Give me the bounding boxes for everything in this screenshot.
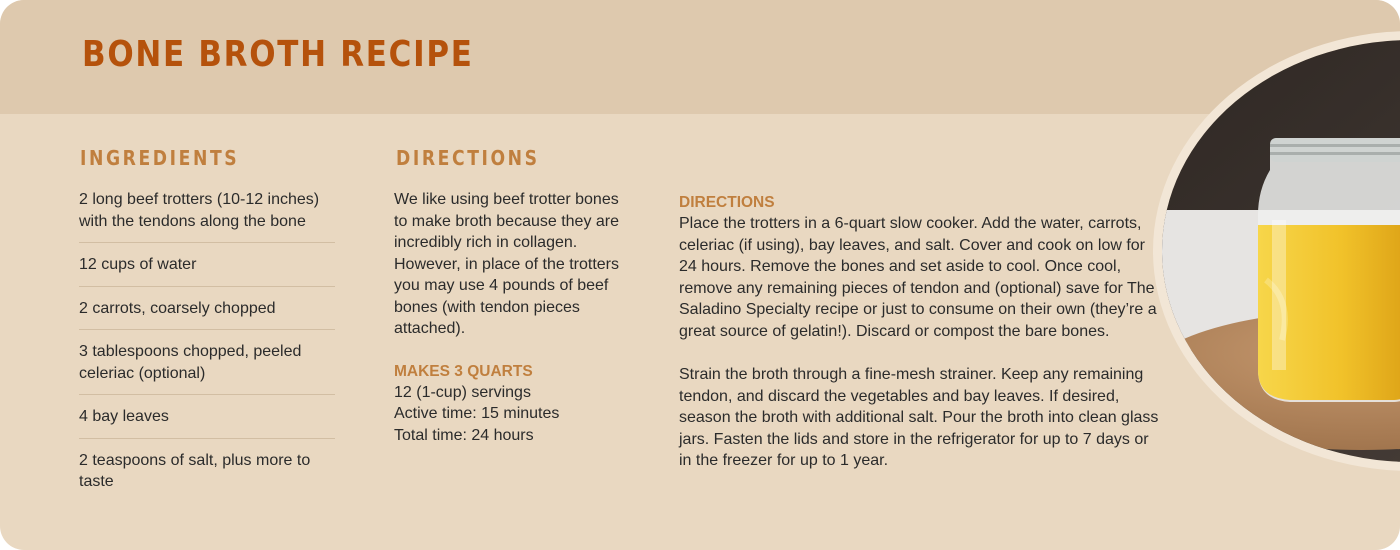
recipe-title: BONE BROTH RECIPE bbox=[82, 34, 474, 75]
total-time-text: Total time: 24 hours bbox=[394, 426, 534, 444]
ingredient-item: 2 teaspoons of salt, plus more to taste bbox=[79, 451, 311, 490]
ingredient-item: 12 cups of water bbox=[79, 254, 335, 287]
makes-heading: MAKES 3 QUARTS bbox=[394, 362, 533, 380]
steps-heading: DIRECTIONS bbox=[679, 194, 775, 211]
directions-intro-column bbox=[394, 189, 622, 446]
ingredient-item: 3 tablespoons chopped, peeled celeriac (optional) bbox=[79, 341, 335, 395]
ingredient-item: 2 carrots, coarsely chopped bbox=[79, 298, 335, 331]
servings-text: 12 (1-cup) servings bbox=[394, 383, 531, 401]
directions-heading: DIRECTIONS bbox=[396, 146, 540, 170]
direction-step: Place the trotters in a 6-quart slow cooker. Add the water, carrots, celeriac (if using), bay leaves, and salt. Cover and cook on low for 24 hours. Remove the bones and set aside to cool. Once cool, remove any remaining pieces of tendon and (optional) save for The Saladino Specialty recipe or just to consume on their own (they’re a great source of gelatin!). Discard or compost the bare bones. bbox=[679, 215, 1157, 340]
ingredients-heading: INGREDIENTS bbox=[80, 146, 240, 170]
directions-steps-column bbox=[679, 193, 1159, 472]
ingredients-list bbox=[79, 189, 335, 514]
directions-intro: We like using beef trotter bones to make broth because they are incredibly rich in collagen. However, in place of the trotters you may use 4 pounds of beef bones (with tendon pieces attached). bbox=[394, 191, 620, 337]
ingredient-item: 4 bay leaves bbox=[79, 406, 335, 439]
active-time-text: Active time: 15 minutes bbox=[394, 405, 560, 422]
direction-step: Strain the broth through a fine-mesh strainer. Keep any remaining tendon, and discard the vegetables and bay leaves. If desired, season the broth with additional salt. Pour the broth into clean glass jars. Fasten the lids and store in the refrigerator for up to 7 days or in the freezer for up to 1 year. bbox=[679, 366, 1159, 469]
ingredient-item: 2 long beef trotters (10-12 inches) with the tendons along the bone bbox=[79, 189, 335, 243]
